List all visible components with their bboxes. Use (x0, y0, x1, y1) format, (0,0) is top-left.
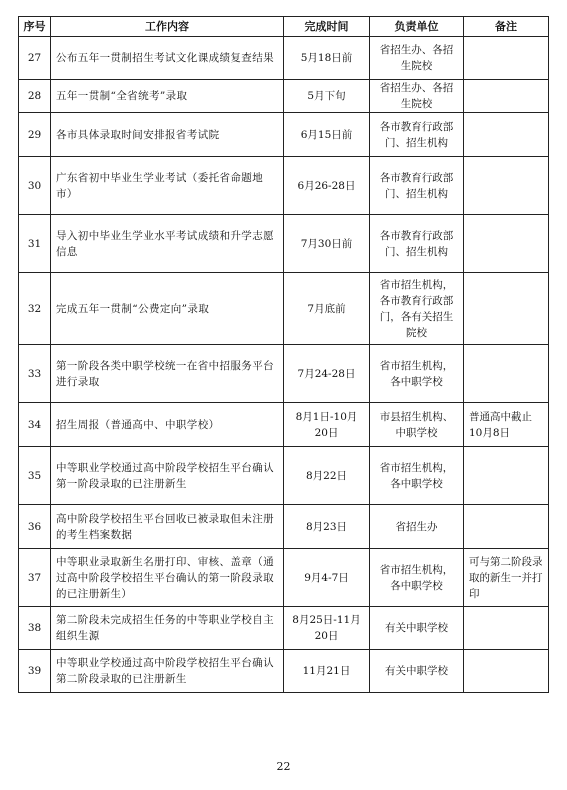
cell-no: 27 (19, 37, 51, 80)
table-header-row (19, 17, 549, 37)
cell-note (464, 80, 549, 113)
cell-content: 导入初中毕业生学业水平考试成绩和升学志愿信息 (51, 215, 284, 273)
cell-content: 中等职业学校通过高中阶段学校招生平台确认第一阶段录取的已注册新生 (51, 447, 284, 505)
cell-no: 33 (19, 345, 51, 403)
cell-time: 6月15日前 (284, 113, 370, 157)
cell-no: 37 (19, 549, 51, 607)
cell-unit: 有关中职学校 (370, 607, 464, 650)
cell-no: 34 (19, 403, 51, 447)
cell-time: 5月18日前 (284, 37, 370, 80)
cell-time: 8月22日 (284, 447, 370, 505)
cell-unit: 省市招生机构，各市教育行政部门，各有关招生院校 (370, 273, 464, 345)
cell-unit: 省招生办 (370, 505, 464, 549)
header-time: 完成时间 (284, 17, 370, 37)
table-row (19, 157, 549, 215)
cell-content: 中等职业录取新生名册打印、审核、盖章（通过高中阶段学校招生平台确认的第一阶段录取的已注册新生） (51, 549, 284, 607)
cell-unit: 各市教育行政部门、招生机构 (370, 157, 464, 215)
header-unit: 负责单位 (370, 17, 464, 37)
cell-note (464, 345, 549, 403)
table-row (19, 345, 549, 403)
cell-content: 公布五年一贯制招生考试文化课成绩复查结果 (51, 37, 284, 80)
cell-content: 完成五年一贯制“公费定向”录取 (51, 273, 284, 345)
cell-no: 36 (19, 505, 51, 549)
document-page (18, 16, 548, 693)
table-row (19, 215, 549, 273)
cell-content: 五年一贯制“全省统考”录取 (51, 80, 284, 113)
table-row (19, 403, 549, 447)
cell-content: 广东省初中毕业生学业考试（委托省命题地市） (51, 157, 284, 215)
cell-time: 5月下旬 (284, 80, 370, 113)
cell-time: 6月26-28日 (284, 157, 370, 215)
cell-note: 普通高中截止10月8日 (464, 403, 549, 447)
cell-note (464, 607, 549, 650)
cell-unit: 有关中职学校 (370, 650, 464, 693)
table-row (19, 80, 549, 113)
cell-unit: 省市招生机构，各中职学校 (370, 345, 464, 403)
cell-unit: 省招生办、各招生院校 (370, 80, 464, 113)
cell-content: 第一阶段各类中职学校统一在省中招服务平台进行录取 (51, 345, 284, 403)
table-row (19, 113, 549, 157)
cell-unit: 各市教育行政部门、招生机构 (370, 113, 464, 157)
table-row (19, 607, 549, 650)
table-row (19, 650, 549, 693)
cell-note (464, 215, 549, 273)
cell-no: 39 (19, 650, 51, 693)
cell-note (464, 157, 549, 215)
cell-time: 8月25日-11月20日 (284, 607, 370, 650)
cell-note (464, 505, 549, 549)
cell-unit: 省市招生机构，各中职学校 (370, 447, 464, 505)
cell-time: 8月1日-10月20日 (284, 403, 370, 447)
cell-unit: 市县招生机构、中职学校 (370, 403, 464, 447)
cell-no: 30 (19, 157, 51, 215)
header-no: 序号 (19, 17, 51, 37)
cell-unit: 省招生办、各招生院校 (370, 37, 464, 80)
cell-no: 28 (19, 80, 51, 113)
table-row (19, 549, 549, 607)
cell-note (464, 37, 549, 80)
header-note: 备注 (464, 17, 549, 37)
cell-no: 29 (19, 113, 51, 157)
table-row (19, 505, 549, 549)
table-row (19, 447, 549, 505)
schedule-table (18, 16, 549, 693)
cell-content: 高中阶段学校招生平台回收已被录取但未注册的考生档案数据 (51, 505, 284, 549)
cell-unit: 省市招生机构，各中职学校 (370, 549, 464, 607)
cell-note (464, 447, 549, 505)
cell-content: 第二阶段未完成招生任务的中等职业学校自主组织生源 (51, 607, 284, 650)
cell-time: 8月23日 (284, 505, 370, 549)
cell-note (464, 650, 549, 693)
table-body (19, 37, 549, 693)
cell-content: 各市具体录取时间安排报省考试院 (51, 113, 284, 157)
cell-no: 32 (19, 273, 51, 345)
cell-unit: 各市教育行政部门、招生机构 (370, 215, 464, 273)
cell-time: 9月4-7日 (284, 549, 370, 607)
cell-time: 7月24-28日 (284, 345, 370, 403)
cell-note (464, 113, 549, 157)
cell-no: 38 (19, 607, 51, 650)
cell-time: 7月底前 (284, 273, 370, 345)
header-content: 工作内容 (51, 17, 284, 37)
cell-content: 中等职业学校通过高中阶段学校招生平台确认第二阶段录取的已注册新生 (51, 650, 284, 693)
table-row (19, 37, 549, 80)
cell-no: 35 (19, 447, 51, 505)
page-number: 22 (276, 760, 291, 773)
cell-no: 31 (19, 215, 51, 273)
cell-time: 11月21日 (284, 650, 370, 693)
table-row (19, 273, 549, 345)
cell-time: 7月30日前 (284, 215, 370, 273)
cell-note: 可与第二阶段录取的新生一并打印 (464, 549, 549, 607)
cell-content: 招生周报（普通高中、中职学校） (51, 403, 284, 447)
cell-note (464, 273, 549, 345)
